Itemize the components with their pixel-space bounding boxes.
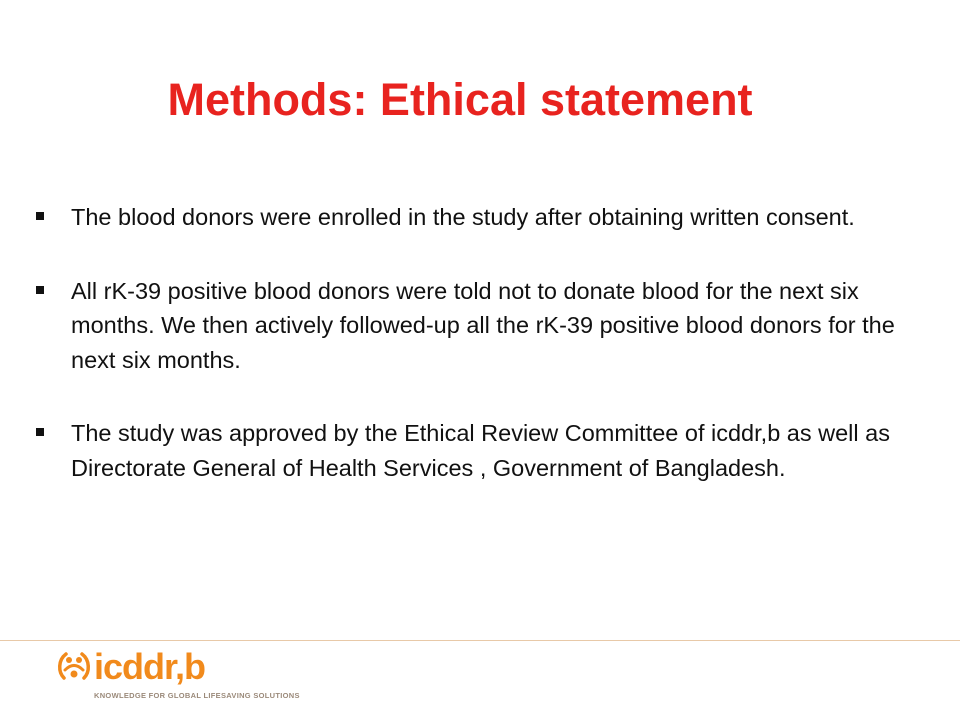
bullet-text: The blood donors were enrolled in the study after obtaining written consent. bbox=[71, 204, 855, 230]
square-bullet-icon bbox=[36, 286, 44, 294]
bullet-text: The study was approved by the Ethical Review Committee of icddr,b as well as Directorate General of Health Services , Government of Bangladesh. bbox=[71, 420, 890, 481]
square-bullet-icon bbox=[36, 212, 44, 220]
bullet-text: All rK-39 positive blood donors were told not to donate blood for the next six months. We then actively followed-up all the rK-39 positive blood donors for the next six months. bbox=[71, 277, 895, 373]
bullet-item bbox=[36, 416, 916, 485]
bullet-list bbox=[36, 200, 916, 524]
icddrb-logo bbox=[56, 648, 356, 708]
square-bullet-icon bbox=[36, 428, 44, 436]
logo-name: icddr,b bbox=[94, 646, 206, 687]
footer-divider bbox=[0, 640, 960, 641]
bullet-item bbox=[36, 274, 916, 378]
slide-title: Methods: Ethical statement bbox=[167, 74, 753, 125]
bullet-item bbox=[36, 200, 916, 235]
globe-people-icon bbox=[56, 648, 92, 684]
logo-tagline: KNOWLEDGE FOR GLOBAL LIFESAVING SOLUTIONS bbox=[94, 691, 300, 700]
